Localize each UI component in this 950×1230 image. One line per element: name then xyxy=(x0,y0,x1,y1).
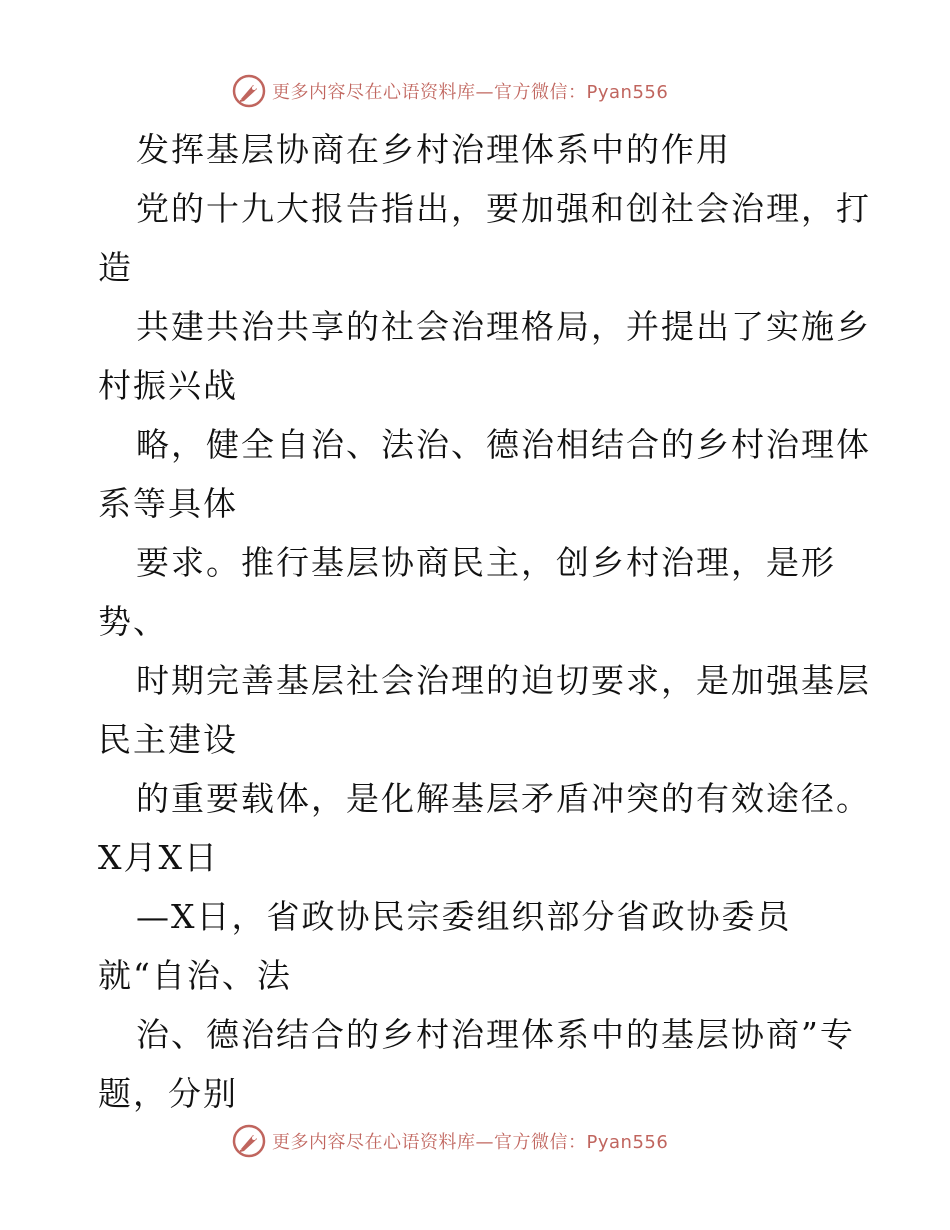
text-line: 治、德治结合的乡村治理体系中的基层协商”专 xyxy=(136,1015,855,1054)
text-line: 要求。推行基层协商民主，创乡村治理，是形 xyxy=(136,543,836,582)
pen-nib-logo-icon xyxy=(232,74,266,108)
text-line: 势、 xyxy=(98,602,168,641)
text-line: X月X日 xyxy=(98,838,219,877)
document-title: 发挥基层协商在乡村治理体系中的作用 xyxy=(136,130,731,169)
text-line: 的重要载体，是化解基层矛盾冲突的有效途径。 xyxy=(136,779,871,818)
text-line: 略，健全自治、法治、德治相结合的乡村治理体 xyxy=(136,425,871,464)
text-line: 村振兴战 xyxy=(98,366,238,405)
text-line: 造 xyxy=(98,248,133,287)
text-line: 民主建设 xyxy=(98,720,238,759)
text-line: 共建共治共享的社会治理格局，并提出了实施乡 xyxy=(136,307,871,346)
watermark-text: 更多内容尽在心语资料库—官方微信：Pyan556 xyxy=(272,1132,669,1153)
text-line: 党的十九大报告指出，要加强和创社会治理，打 xyxy=(136,189,871,228)
footer-watermark-banner xyxy=(232,1124,668,1158)
pen-nib-logo-icon xyxy=(232,1124,266,1158)
header-watermark-banner xyxy=(232,74,668,108)
text-line: 系等具体 xyxy=(98,484,238,523)
watermark-text: 更多内容尽在心语资料库—官方微信：Pyan556 xyxy=(272,82,669,103)
text-line: 时期完善基层社会治理的迫切要求，是加强基层 xyxy=(136,661,871,700)
text-line: 题，分别 xyxy=(98,1074,238,1113)
document-body xyxy=(98,120,871,1123)
text-line: —X日，省政协民宗委组织部分省政协委员 xyxy=(136,897,792,936)
text-line: 就“自治、法 xyxy=(98,956,292,995)
